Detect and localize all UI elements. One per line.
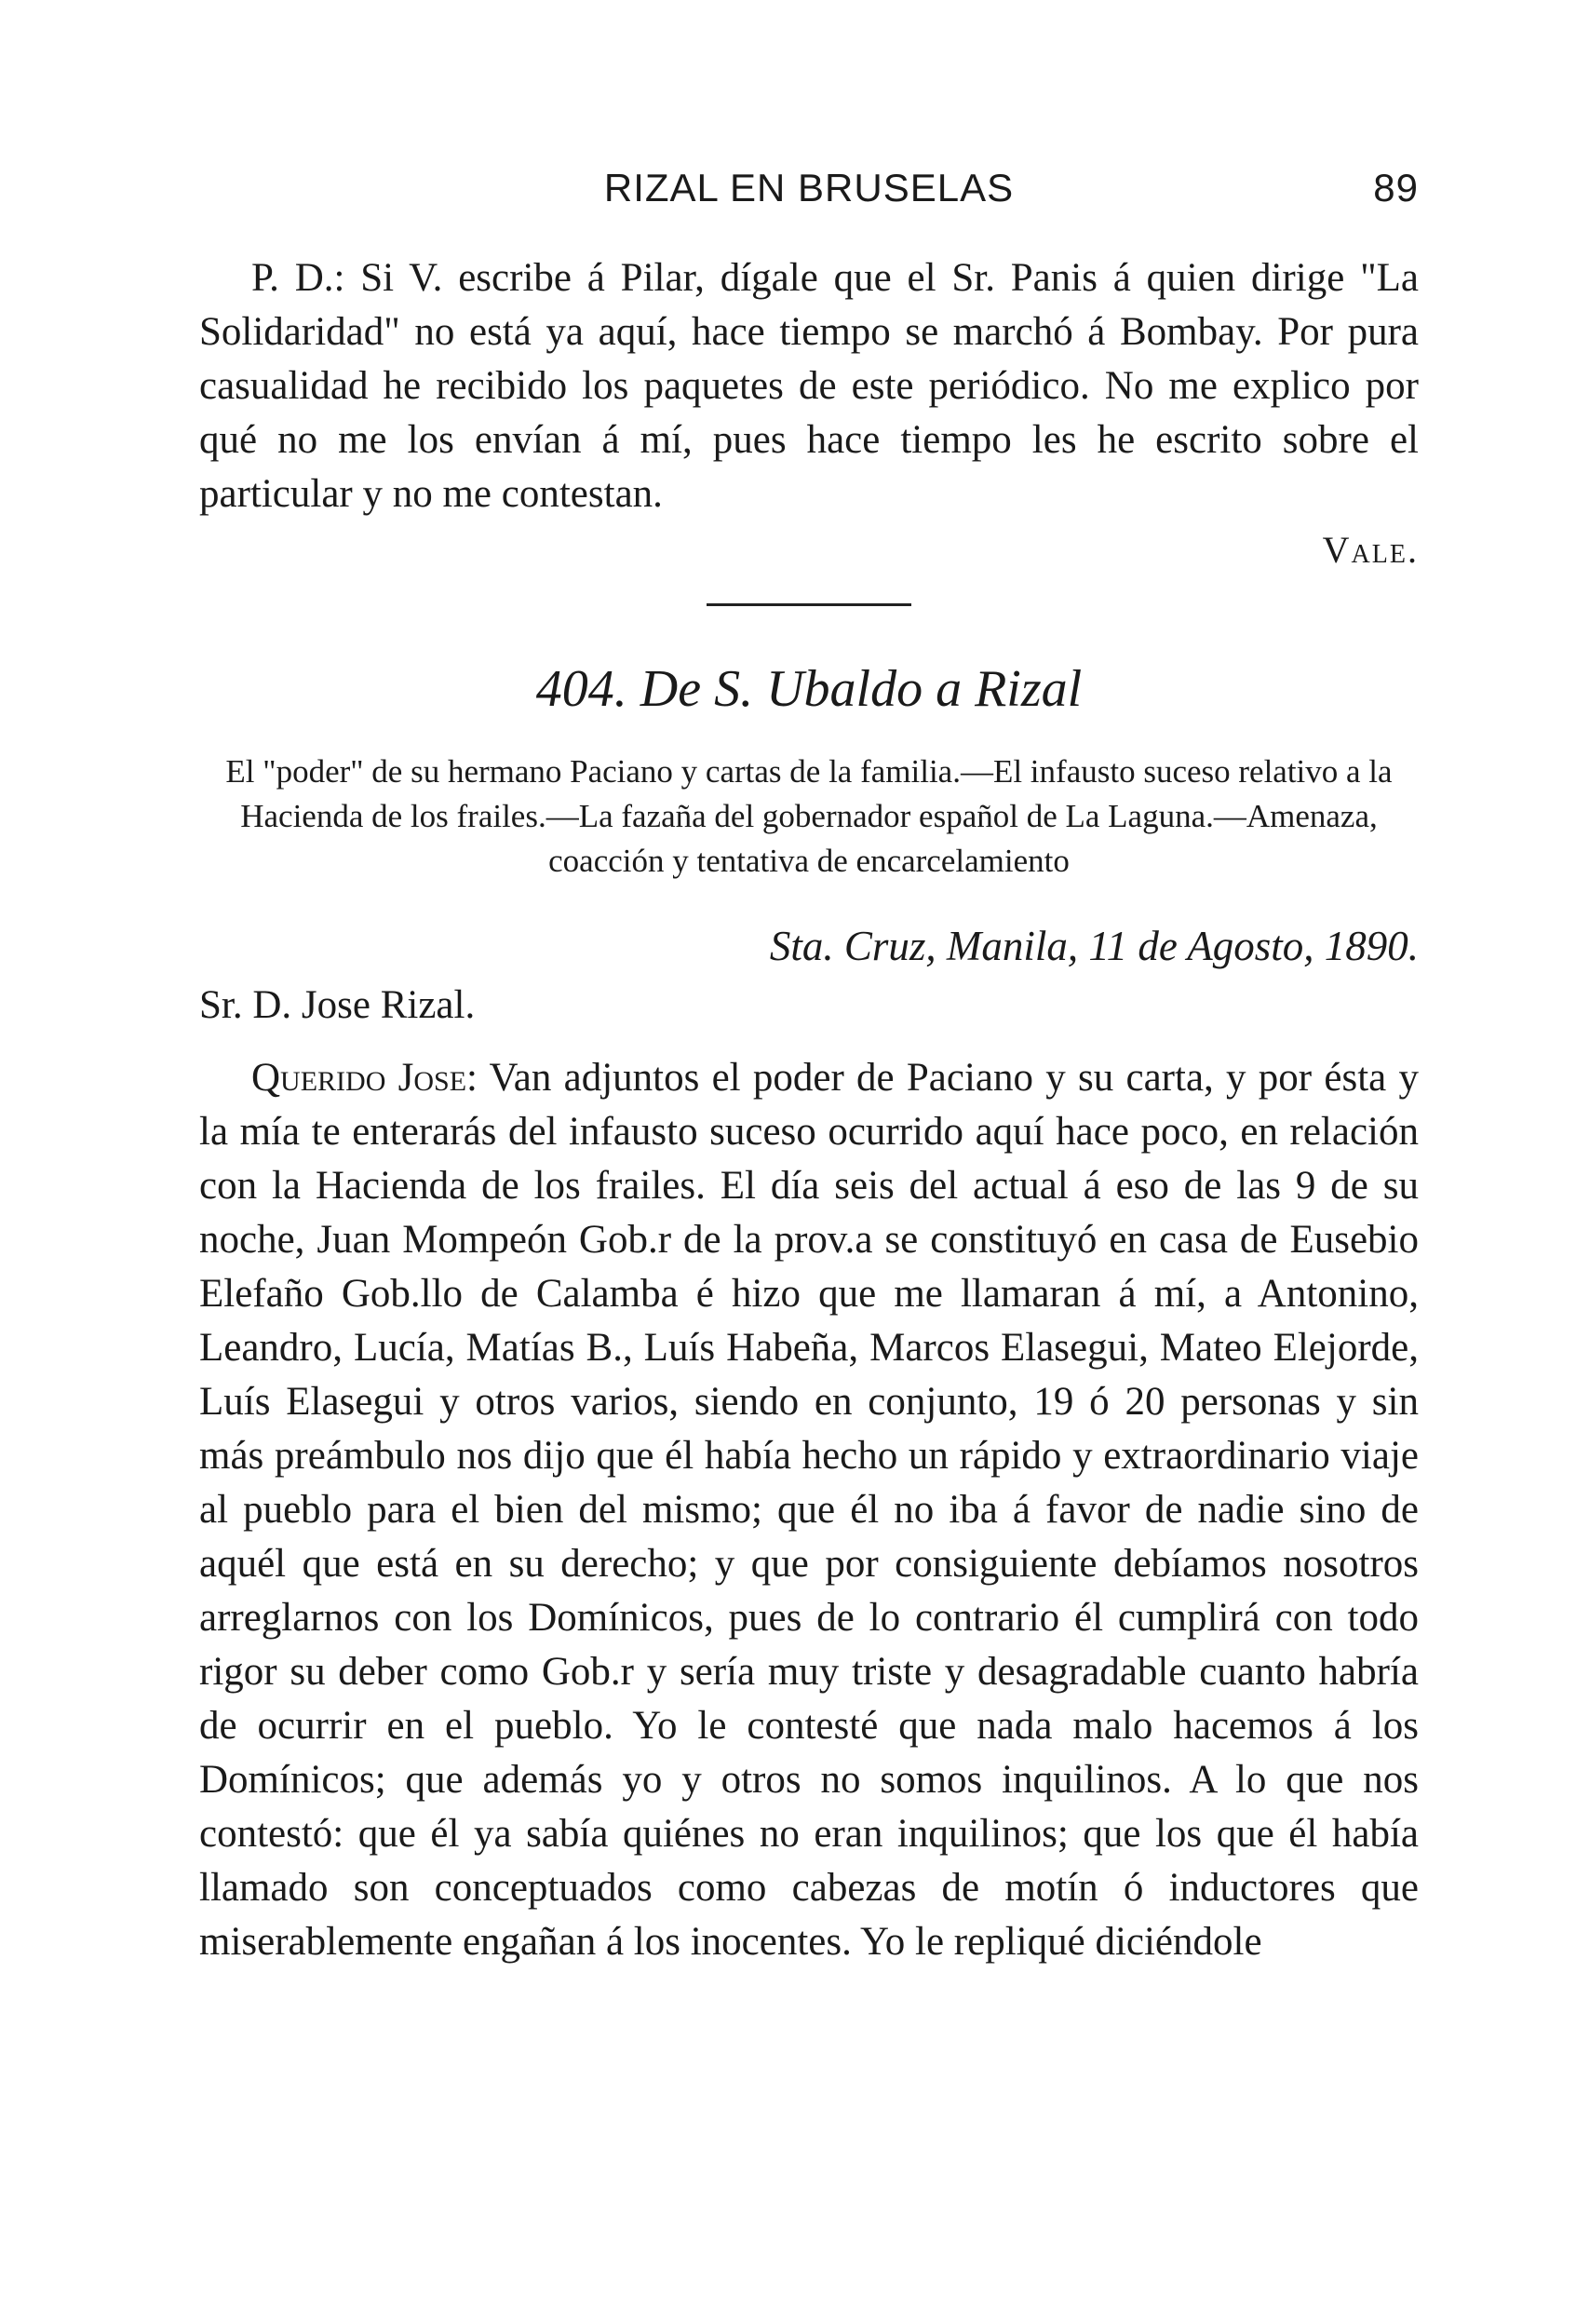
page-header: [199, 166, 1419, 231]
postscript-paragraph: P. D.: Si V. escribe á Pilar, dígale que el Sr. Panis á quien dirige "La Solidaridad" no está ya aquí, hace tiempo se marchó á Bombay. Por pura casualidad he recibido los paquetes de este periódico. No me explico por qué no me los envían á mí, pues hace tiempo les he escrito sobre el particular y no me contestan.: [199, 256, 1419, 516]
letter-heading: 404. De S. Ubaldo a Rizal: [535, 660, 1083, 718]
section-divider: [707, 603, 911, 606]
letter-addressee: Sr. D. Jose Rizal.: [199, 983, 476, 1027]
letter-salutation: Querido Jose:: [251, 1056, 478, 1100]
page-number: 89: [1373, 166, 1419, 209]
letter-body: [199, 1051, 1419, 1969]
page-body: [199, 251, 1419, 1969]
letter-place-date: Sta. Cruz, Manila, 11 de Agosto, 1890.: [769, 923, 1419, 969]
postscript-closing: Vale.: [1322, 529, 1419, 571]
running-title: RIZAL EN BRUSELAS: [603, 166, 1015, 209]
letter-summary: El "poder" de su hermano Paciano y cartas de la familia.—El infausto suceso relativo a la Hacienda de los frailes.—La fazaña del gobernador español de La Laguna.—Amenaza, coacción y tentativa de encarcelamiento: [225, 753, 1393, 879]
letter-body-text: Van adjuntos el poder de Paciano y su carta, y por ésta y la mía te enterarás del infausto suceso ocurrido aquí hace poco, en relación con la Hacienda de los frailes. El día seis del actual á eso de las 9 de su noche, Juan Mompeón Gob.r de la prov.a se constituyó en casa de Eusebio Elefaño Gob.llo de Calamba é hizo que me llamaran á mí, a Antonino, Leandro, Lucía, Matías B., Luís Habeña, Marcos Elasegui, Mateo Elejorde, Luís Elasegui y otros varios, siendo en conjunto, 19 ó 20 personas y sin más preámbulo nos dijo que él había hecho un rápido y extraordinario viaje al pueblo para el bien del mismo; que él no iba á favor de nadie sino de aquél que está en su derecho; y que por consiguiente debíamos nosotros arreglarnos con los Domínicos, pues de lo contrario él cumplirá con todo rigor su deber como Gob.r y sería muy triste y desagradable cuanto habría de ocurrir en el pueblo. Yo le contesté que nada malo hacemos á los Domínicos; que además yo y otros no somos inquilinos. A lo que nos contestó: que él ya sabía quiénes no eran inquilinos; que los que él había llamado son conceptuados como cabezas de motín ó inductores que miserablemente engañan á los inocentes. Yo le repliqué diciéndole: [199, 1056, 1419, 1964]
